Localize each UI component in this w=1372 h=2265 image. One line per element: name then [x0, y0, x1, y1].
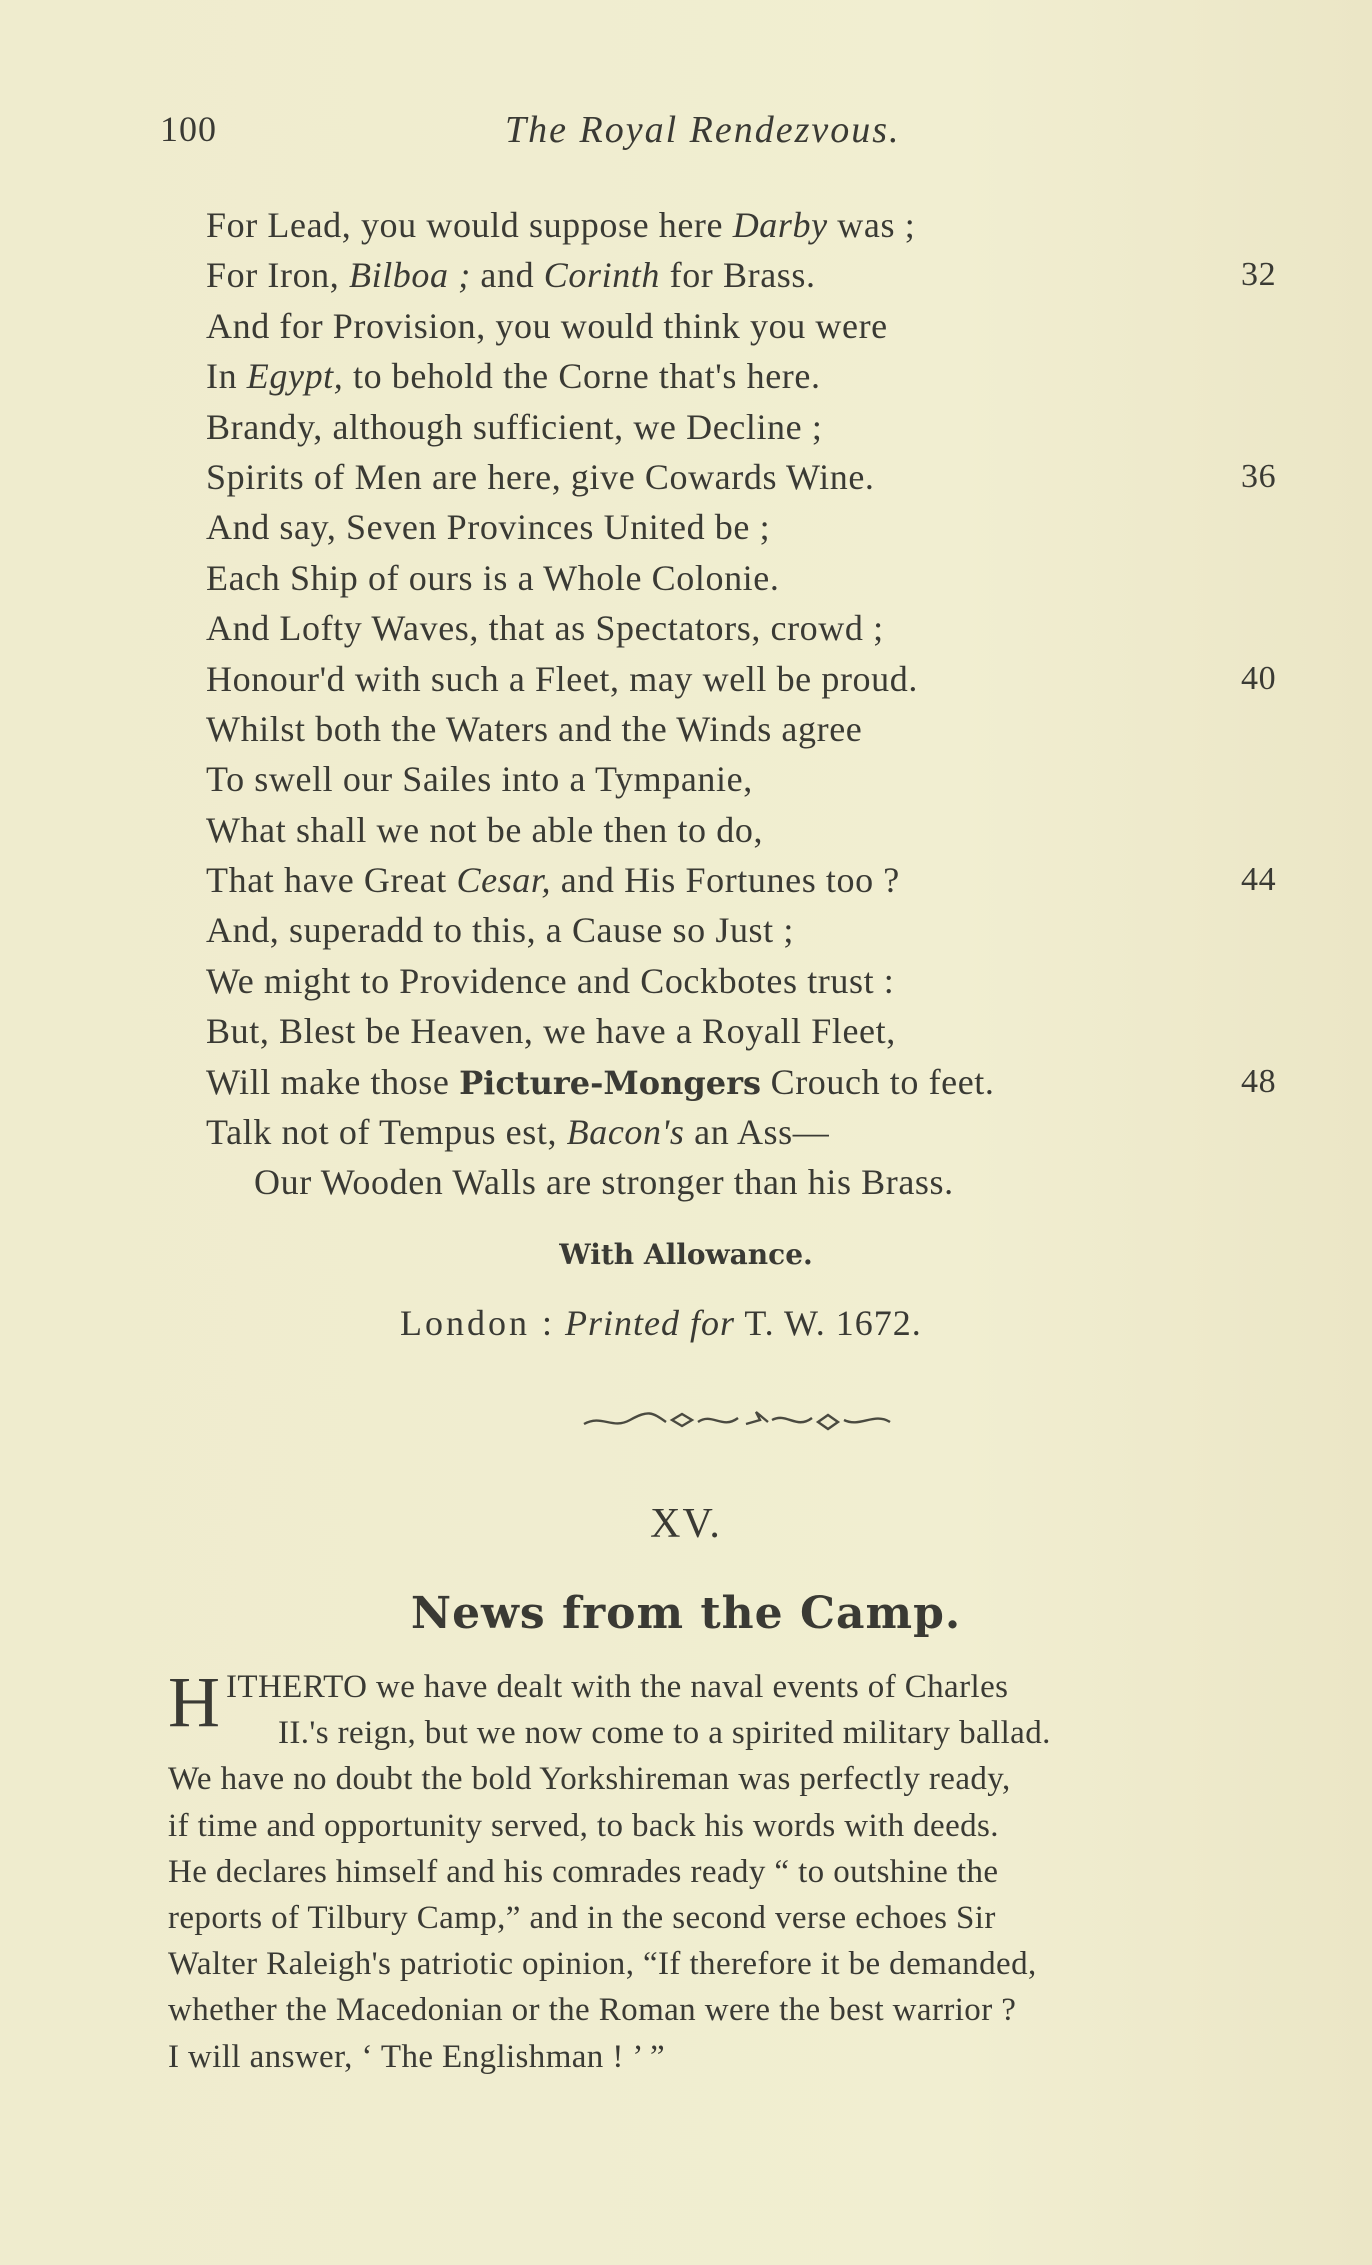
- line-text: Talk not of Tempus est,: [206, 1112, 567, 1153]
- running-title: The Royal Rendezvous.: [505, 109, 901, 151]
- poem-line: [206, 1107, 1286, 1157]
- poem-line: [206, 855, 1286, 905]
- line-text: was ;: [827, 205, 916, 245]
- poem-line: What shall we not be able then to do,: [206, 809, 764, 850]
- poem-line: And, superadd to this, a Cause so Just ;: [206, 910, 794, 951]
- line-text: For Lead, you would suppose here: [206, 205, 733, 245]
- line-text: Will make those: [206, 1061, 460, 1102]
- paragraph-line: He declares himself and his comrades ready “ to outshine the: [168, 1853, 999, 1890]
- paragraph-line: We have no doubt the bold Yorkshireman was perfectly ready,: [168, 1761, 1011, 1798]
- italic-word: Bacon's: [566, 1112, 685, 1153]
- poem-line: Whilst both the Waters and the Winds agree: [206, 708, 863, 749]
- line-text: an Ass—: [684, 1112, 830, 1153]
- line-text: ITHERTO we have dealt with the naval events of Charles: [226, 1669, 1009, 1705]
- imprint-end: T. W. 1672.: [735, 1303, 922, 1343]
- section-title: News from the Camp.: [410, 1588, 962, 1639]
- paragraph-line: whether the Macedonian or the Roman were the best warrior ?: [168, 1992, 1017, 2029]
- drop-cap: H: [168, 1662, 220, 1742]
- poem-line: Our Wooden Walls are stronger than his Brass.: [254, 1162, 954, 1203]
- poem-line: [206, 351, 1286, 401]
- poem-line: But, Blest be Heaven, we have a Royall Fleet,: [206, 1011, 896, 1052]
- intro-paragraph: [168, 1664, 1286, 2080]
- line-text: That have Great: [206, 860, 457, 901]
- imprint: [400, 1302, 922, 1344]
- imprint-printed: Printed for: [565, 1303, 735, 1343]
- poem-line: [206, 452, 1286, 502]
- italic-word: Egypt,: [246, 356, 344, 397]
- paragraph-line: II.'s reign, but we now come to a spirited military ballad.: [278, 1715, 1051, 1752]
- italic-word: Cesar,: [456, 860, 552, 901]
- poem-line: Brandy, although sufficient, we Decline ;: [206, 406, 823, 447]
- poem-line: And Lofty Waves, that as Spectators, crowd ;: [206, 608, 884, 649]
- paragraph-line: Walter Raleigh's patriotic opinion, “If therefore it be demanded,: [168, 1946, 1037, 1983]
- license-note: With Allowance.: [559, 1238, 813, 1271]
- italic-word: Darby: [732, 205, 828, 245]
- line-text: In: [206, 356, 247, 397]
- line-text: Crouch to feet.: [760, 1061, 995, 1102]
- poem-line: [206, 250, 1286, 300]
- line-text: to behold the Corne that's here.: [343, 356, 821, 397]
- paragraph-line: if time and opportunity served, to back his words with deeds.: [168, 1807, 999, 1844]
- poem-line: [206, 200, 1286, 250]
- italic-word: Corinth: [543, 255, 661, 296]
- paragraph-line: I will answer, ‘ The Englishman ! ’ ”: [168, 2038, 666, 2075]
- line-text: Spirits of Men are here, give Cowards Wine.: [206, 456, 875, 497]
- section-number: XV.: [650, 1501, 722, 1547]
- blackletter-word: Picture-Mongers: [459, 1063, 761, 1102]
- line-text: for Brass.: [660, 255, 816, 296]
- line-number: 40: [1241, 659, 1277, 697]
- poem-line: To swell our Sailes into a Tympanie,: [206, 759, 753, 800]
- line-text: For Iron,: [206, 255, 349, 296]
- ornament-divider: [582, 1404, 892, 1438]
- line-text: and His Fortunes too ?: [551, 860, 900, 901]
- colophon: [0, 1238, 1372, 1271]
- poem-line: [206, 654, 1286, 704]
- line-number: 32: [1241, 256, 1277, 294]
- imprint-place: London :: [400, 1303, 555, 1343]
- poem-line: Each Ship of ours is a Whole Colonie.: [206, 557, 780, 598]
- line-number: 36: [1241, 457, 1277, 495]
- poem-line: We might to Providence and Cockbotes trust :: [206, 960, 895, 1001]
- page-number: 100: [160, 109, 217, 149]
- poem: [206, 200, 1286, 1208]
- poem-line: And for Provision, you would think you were: [206, 305, 888, 346]
- page-header: [160, 108, 1282, 158]
- italic-word: Bilboa ;: [349, 255, 471, 296]
- line-number: 44: [1241, 861, 1277, 899]
- paragraph-line: reports of Tilbury Camp,” and in the second verse echoes Sir: [168, 1899, 996, 1936]
- line-text: and: [470, 255, 544, 296]
- poem-line: And say, Seven Provinces United be ;: [206, 507, 771, 548]
- line-text: Honour'd with such a Fleet, may well be proud.: [206, 658, 918, 699]
- poem-line: [206, 1057, 1286, 1107]
- line-number: 48: [1241, 1062, 1277, 1100]
